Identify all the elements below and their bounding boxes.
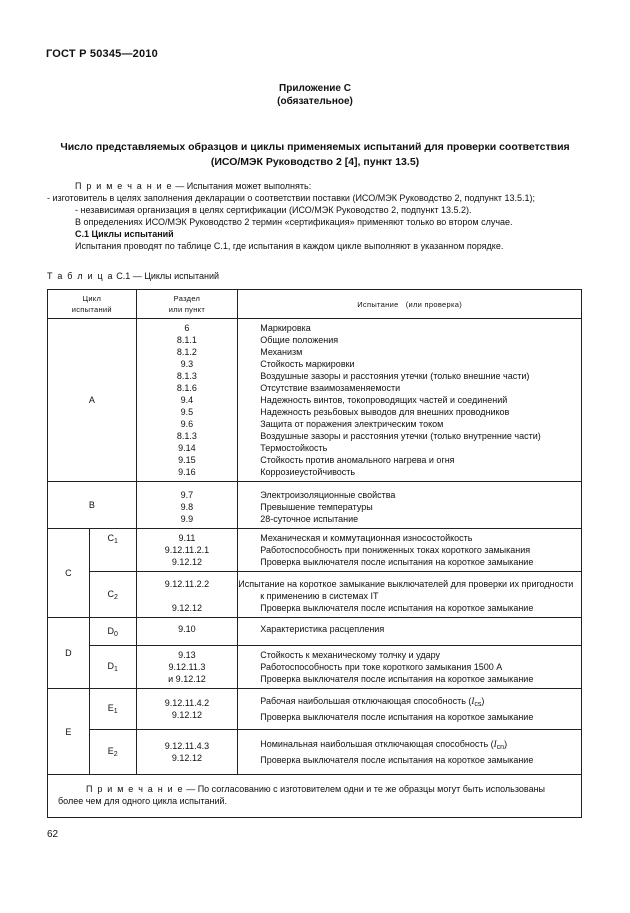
subcycle-e2-letter: Е bbox=[107, 746, 114, 756]
subcycle-c1-index: 1 bbox=[114, 538, 118, 545]
subcycle-e1-sections: 9.12.11.4.2 9.12.12 bbox=[136, 689, 238, 730]
test-text-end: ) bbox=[504, 739, 508, 749]
table-row-cycle-e1 bbox=[48, 689, 582, 730]
subcycle-c1-tests bbox=[238, 529, 582, 572]
table-footnote bbox=[48, 775, 582, 818]
table-row-cycle-a bbox=[48, 319, 582, 482]
test-item: Работоспособность при токе короткого замыкания 1500 А bbox=[260, 662, 503, 672]
cycle-a-sections: 6 8.1.1 8.1.2 9.3 8.1.3 8.1.6 9.4 9.5 9.6 8.1.3 9.14 9.15 9.16 bbox=[136, 319, 238, 482]
section-text: Испытания проводят по таблице С.1, где испытания в каждом цикле выполняют в указанном порядке. bbox=[75, 241, 504, 251]
test-item: Надежность винтов, токопроводящих частей и соединений bbox=[260, 395, 508, 405]
subcycle-c2-sections: 9.12.11.2.2 9.12.12 bbox=[136, 572, 238, 618]
subcycle-c1 bbox=[89, 529, 136, 572]
test-item: Стойкость против аномального нагрева и огня bbox=[260, 455, 455, 465]
table-footnote-row bbox=[48, 775, 582, 818]
test-item: Превышение температуры bbox=[260, 502, 373, 512]
test-item: Воздушные зазоры и расстояния утечки (только внешние части) bbox=[260, 371, 530, 381]
test-item: Общие положения bbox=[260, 335, 339, 345]
cycle-e-label: Е bbox=[48, 689, 90, 775]
subcycle-e2-index: 2 bbox=[113, 751, 118, 758]
table-row-cycle-c1 bbox=[48, 529, 582, 572]
subcycle-d0-index: 0 bbox=[114, 630, 118, 638]
test-item: Электроизоляционные свойства bbox=[260, 490, 396, 500]
subcycle-c1-sections: 9.11 9.12.11.2.1 9.12.12 bbox=[136, 529, 238, 572]
subcycle-d0-letter: D bbox=[107, 625, 115, 636]
title-line-2: (ИСО/МЭК Руководство 2 [4], пункт 13.5) bbox=[210, 156, 420, 168]
annex-subtitle: (обязательное) bbox=[277, 96, 353, 107]
test-item bbox=[260, 695, 577, 711]
cycle-b-tests bbox=[238, 482, 582, 529]
test-item: Воздушные зазоры и расстояния утечки (только внутренние части) bbox=[260, 431, 541, 441]
document-id: ГОСТ Р 50345—2010 bbox=[46, 48, 158, 60]
test-item: 28-суточное испытание bbox=[260, 514, 359, 524]
current-symbol-subscript: cn bbox=[496, 744, 505, 751]
test-text-end: ) bbox=[481, 696, 485, 706]
subcycle-e2 bbox=[89, 730, 136, 775]
test-item: Проверка выключателя после испытания на короткое замыкание bbox=[260, 755, 534, 765]
test-text: Рабочая наибольшая отключающая способность ( bbox=[260, 696, 472, 706]
subcycle-d1-index: 1 bbox=[114, 666, 118, 673]
test-item: Отсутствие взаимозаменяемости bbox=[260, 383, 401, 393]
note-item-1: - изготовитель в целях заполнения декларации о соответствии поставки (ИСО/МЭК Руководство 2, подпункт 13.5.1); bbox=[47, 193, 535, 203]
subcycle-d0-tests bbox=[238, 618, 582, 646]
subcycle-c2 bbox=[89, 572, 136, 618]
note-item-2: - независимая организация в целях сертификации (ИСО/МЭК Руководство 2, подпункт 13.5.2). bbox=[75, 205, 472, 215]
test-item: Проверка выключателя после испытания на короткое замыкание bbox=[260, 674, 534, 684]
subcycle-d0 bbox=[89, 618, 136, 646]
footnote-text: — По согласованию с изготовителем одни и те же образцы могут быть использованы более чем для одного цикла испытаний. bbox=[58, 784, 546, 806]
test-item: Работоспособность при пониженных токах короткого замыкания bbox=[260, 545, 531, 555]
subcycle-d1-letter: D bbox=[107, 661, 115, 671]
table-row-cycle-b bbox=[48, 482, 582, 529]
table-row-cycle-d0 bbox=[48, 618, 582, 646]
table-header-row bbox=[48, 290, 582, 319]
header-section: Раздел или пункт bbox=[136, 290, 238, 319]
note-item-3: В определениях ИСО/МЭК Руководство 2 термин «сертификация» применяют только во втором случае. bbox=[75, 217, 513, 227]
cycle-a-label: А bbox=[48, 319, 137, 482]
cycle-a-tests bbox=[238, 319, 582, 482]
test-item: Стойкость к механическому толчку и удару bbox=[260, 650, 441, 660]
test-item: Стойкость маркировки bbox=[260, 359, 355, 369]
page-title bbox=[40, 140, 590, 170]
test-item: Испытание на короткое замыкание выключателей для проверки их пригодности к применению в системах IT bbox=[238, 579, 574, 601]
test-text: Номинальная наибольшая отключающая способность ( bbox=[260, 739, 494, 749]
subcycle-c1-letter: С bbox=[107, 533, 115, 543]
test-item: Проверка выключателя после испытания на короткое замыкание bbox=[260, 557, 534, 567]
notes-block bbox=[47, 180, 582, 252]
subcycle-e1-tests bbox=[238, 689, 582, 730]
test-item: Защита от поражения электрическим током bbox=[260, 419, 444, 429]
title-line-1: Число представляемых образцов и циклы применяемых испытаний для проверки соответствия bbox=[60, 141, 570, 153]
subcycle-e1 bbox=[89, 689, 136, 730]
note-label: П р и м е ч а н и е bbox=[75, 181, 173, 191]
note-intro bbox=[47, 180, 582, 192]
test-item: Проверка выключателя после испытания на короткое замыкание bbox=[260, 603, 534, 613]
current-symbol-subscript: cs bbox=[474, 701, 482, 708]
section-heading: С.1 Циклы испытаний bbox=[75, 229, 174, 239]
test-item: Термостойкость bbox=[260, 443, 328, 453]
test-item: Проверка выключателя после испытания на короткое замыкание bbox=[260, 712, 534, 722]
cycle-b-label: В bbox=[48, 482, 137, 529]
subcycle-e2-sections: 9.12.11.4.3 9.12.12 bbox=[136, 730, 238, 775]
current-symbol: I bbox=[471, 696, 475, 706]
subcycle-d1-tests bbox=[238, 646, 582, 689]
subcycle-c2-index: 2 bbox=[114, 593, 118, 601]
subcycle-d1 bbox=[89, 646, 136, 689]
table-row-cycle-c2 bbox=[48, 572, 582, 618]
cycle-b-sections: 9.7 9.8 9.9 bbox=[136, 482, 238, 529]
test-item: Механизм bbox=[260, 347, 303, 357]
subcycle-e1-letter: Е bbox=[107, 703, 114, 713]
annex-heading bbox=[0, 82, 630, 108]
test-item: Маркировка bbox=[260, 323, 311, 333]
current-symbol: I bbox=[493, 739, 497, 749]
test-item: Механическая и коммутационная износостойкость bbox=[260, 533, 473, 543]
footnote-label: П р и м е ч а н и е bbox=[86, 784, 184, 794]
subcycle-c2-letter: С bbox=[107, 588, 115, 599]
test-item: Коррозиеустойчивость bbox=[260, 467, 356, 477]
header-cycle: Цикл испытаний bbox=[48, 290, 137, 319]
table-caption-text: С.1 — Циклы испытаний bbox=[113, 271, 220, 281]
header-test: Испытание (или проверка) bbox=[238, 290, 582, 319]
test-item: Характеристика расцепления bbox=[260, 624, 385, 634]
test-cycles-table bbox=[47, 289, 582, 818]
subcycle-d1-sections: 9.13 9.12.11.3 и 9.12.12 bbox=[136, 646, 238, 689]
page-number: 62 bbox=[47, 829, 59, 840]
test-item: Надежность резьбовых выводов для внешних проводников bbox=[260, 407, 510, 417]
table-row-cycle-d1 bbox=[48, 646, 582, 689]
subcycle-d0-sections: 9.10 bbox=[136, 618, 238, 646]
subcycle-e2-tests bbox=[238, 730, 582, 775]
table-row-cycle-e2 bbox=[48, 730, 582, 775]
note-intro-text: — Испытания может выполнять: bbox=[172, 181, 312, 191]
test-item bbox=[260, 738, 577, 754]
table-caption-label: Т а б л и ц а bbox=[47, 271, 114, 281]
table-caption bbox=[47, 271, 219, 281]
subcycle-e1-index: 1 bbox=[113, 708, 118, 715]
annex-title: Приложение С bbox=[279, 83, 351, 94]
cycle-d-label: D bbox=[48, 618, 90, 689]
cycle-c-label: С bbox=[48, 529, 90, 618]
subcycle-c2-tests bbox=[238, 572, 582, 618]
